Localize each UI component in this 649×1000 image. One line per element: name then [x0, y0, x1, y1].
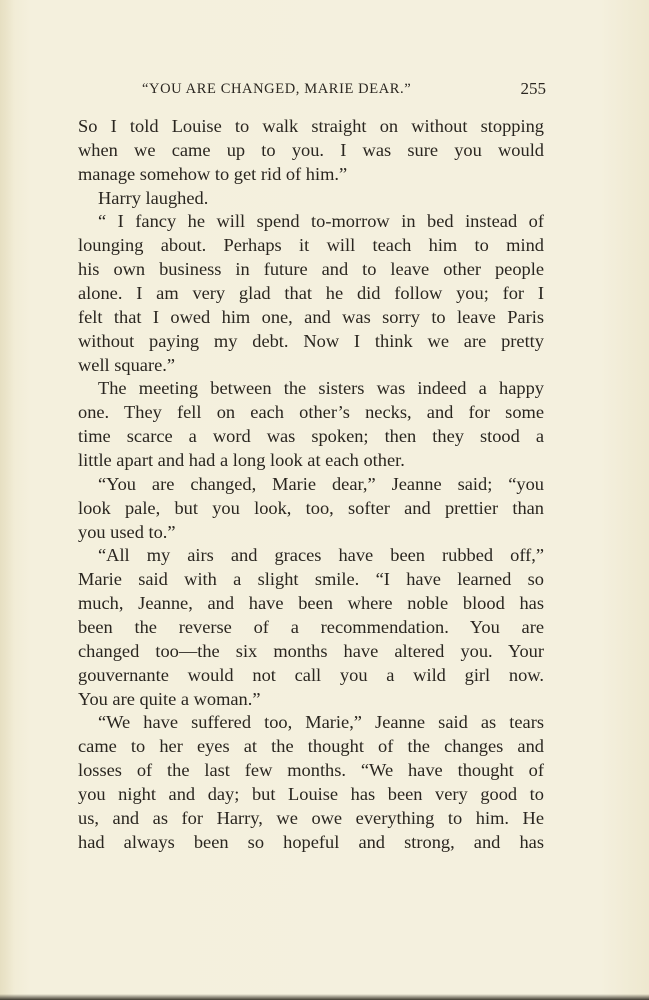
text-line: well square.”	[78, 354, 176, 375]
text-line: “All my airs and graces have been rubbed off,”	[98, 545, 544, 566]
text-line: “You are changed, Marie dear,” Jeanne said; “you	[98, 473, 544, 494]
text-line: without paying my debt. Now I think we are pretty	[78, 330, 544, 351]
text-line: alone. I am very glad that he did follow you; for I	[78, 283, 544, 304]
text-line: you used to.”	[78, 521, 176, 542]
text-line: his own business in future and to leave other people	[78, 259, 544, 280]
text-line: been the reverse of a recommendation. You are	[78, 617, 544, 638]
text-line: gouvernante would not call you a wild girl now.	[78, 664, 544, 685]
text-line: changed too—the six months have altered you. Your	[78, 640, 544, 661]
running-head	[142, 78, 546, 100]
running-head-title: “YOU ARE CHANGED, MARIE DEAR.”	[142, 81, 412, 97]
text-line: when we came up to you. I was sure you would	[78, 139, 544, 160]
text-line: had always been so hopeful and strong, and has	[78, 831, 544, 852]
text-line: lounging about. Perhaps it will teach him to mind	[78, 235, 544, 256]
page-number: 255	[520, 79, 546, 98]
body-text	[78, 115, 544, 855]
text-line: The meeting between the sisters was indeed a happy	[98, 378, 544, 399]
text-line: Marie said with a slight smile. “I have learned so	[78, 569, 544, 590]
text-line: one. They fell on each other’s necks, and for some	[78, 402, 544, 423]
page-bottom-edge	[0, 994, 649, 1000]
text-line: You are quite a woman.”	[78, 688, 261, 709]
text-line: us, and as for Harry, we owe everything to him. He	[78, 807, 544, 828]
text-line: Harry laughed.	[98, 187, 209, 208]
text-line: felt that I owed him one, and was sorry to leave Paris	[78, 306, 544, 327]
text-line: came to her eyes at the thought of the changes and	[78, 736, 544, 757]
text-line: manage somehow to get rid of him.”	[78, 163, 348, 184]
text-line: you night and day; but Louise has been very good to	[78, 784, 544, 805]
text-line: look pale, but you look, too, softer and prettier than	[78, 497, 544, 518]
text-line: So I told Louise to walk straight on without stopping	[78, 116, 544, 136]
text-line: much, Jeanne, and have been where noble blood has	[78, 593, 544, 614]
text-line: time scarce a word was spoken; then they stood a	[78, 426, 544, 447]
text-line: “ I fancy he will spend to-morrow in bed instead of	[98, 211, 544, 232]
text-line: losses of the last few months. “We have thought of	[78, 760, 544, 781]
page-gutter-shadow	[0, 0, 14, 1000]
text-line: little apart and had a long look at each other.	[78, 450, 405, 471]
text-line: “We have suffered too, Marie,” Jeanne said as tears	[98, 712, 544, 733]
